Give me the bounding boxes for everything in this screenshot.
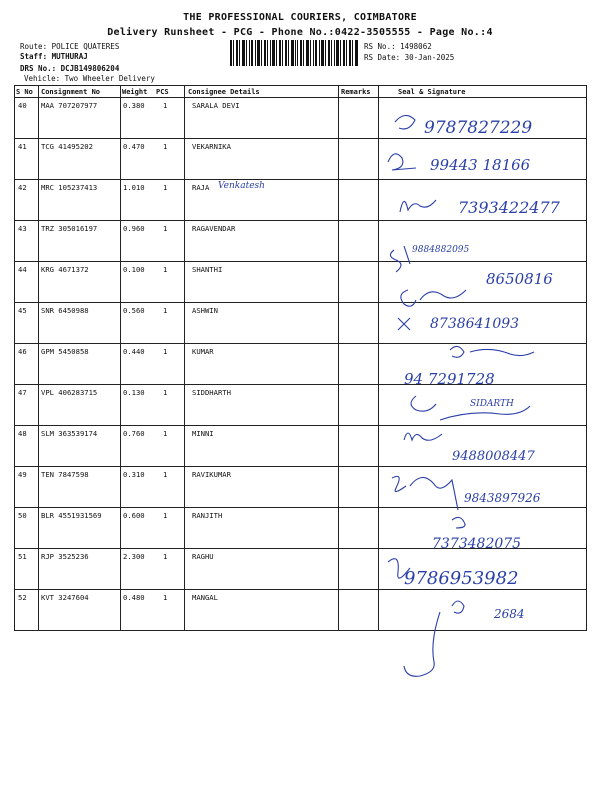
sig-note-52: 2684 bbox=[494, 607, 525, 621]
cell-sno: 45 bbox=[18, 306, 27, 315]
cell-sno: 51 bbox=[18, 552, 27, 561]
cell-sno: 48 bbox=[18, 429, 27, 438]
cell-consignment: SNR 6450988 bbox=[41, 306, 89, 315]
col-header-pcs: PCS bbox=[156, 88, 169, 96]
cell-consignment: TCG 41495202 bbox=[41, 142, 93, 151]
cell-consignee: RAVIKUMAR bbox=[192, 470, 231, 479]
cell-consignee: VEKARNIKA bbox=[192, 142, 231, 151]
rs-number: RS No.: 1498062 bbox=[364, 42, 432, 51]
cell-sno: 40 bbox=[18, 101, 27, 110]
table-top-rule bbox=[14, 85, 586, 86]
col-line-right bbox=[586, 85, 587, 631]
cell-consignee: SHANTHI bbox=[192, 265, 223, 274]
cell-consignment: BLR 4551931569 bbox=[41, 511, 102, 520]
cell-sno: 42 bbox=[18, 183, 27, 192]
cell-sno: 50 bbox=[18, 511, 27, 520]
col-line-1 bbox=[38, 85, 39, 631]
cell-consignee: RAGAVENDAR bbox=[192, 224, 236, 233]
signature-row-41 bbox=[388, 154, 531, 174]
cell-pcs: 1 bbox=[163, 388, 168, 397]
barcode-image bbox=[230, 40, 358, 66]
cell-consignee: SIDDHARTH bbox=[192, 388, 231, 397]
cell-pcs: 1 bbox=[163, 552, 168, 561]
cell-consignee: RAGHU bbox=[192, 552, 214, 561]
cell-sno: 49 bbox=[18, 470, 27, 479]
cell-consignee: SARALA DEVI bbox=[192, 101, 240, 110]
signature-row-40 bbox=[395, 115, 532, 138]
cell-consignee: KUMAR bbox=[192, 347, 214, 356]
signature-row-50 bbox=[432, 517, 521, 552]
signature-row-42 bbox=[400, 198, 561, 217]
col-line-3 bbox=[184, 85, 185, 631]
row-divider bbox=[14, 343, 586, 344]
col-header-consignee: Consignee Details bbox=[188, 88, 260, 96]
cell-sno: 43 bbox=[18, 224, 27, 233]
cell-sno: 44 bbox=[18, 265, 27, 274]
sig-phone-48: 9488008447 bbox=[452, 449, 535, 464]
cell-consignment: MAA 707207977 bbox=[41, 101, 98, 110]
sig-phone-43: 9884882095 bbox=[412, 245, 470, 255]
handwritten-consignee-note: Venkatesh bbox=[218, 181, 265, 191]
sig-phone-44: 8650816 bbox=[486, 270, 553, 288]
cell-pcs: 1 bbox=[163, 306, 168, 315]
cell-consignment: KRG 4671372 bbox=[41, 265, 89, 274]
col-header-consignment: Consignment No bbox=[41, 88, 101, 96]
sig-phone-50: 7373482075 bbox=[432, 536, 522, 552]
sig-name-47: SIDARTH bbox=[470, 399, 514, 409]
cell-consignee: RANJITH bbox=[192, 511, 223, 520]
cell-consignment: TRZ 305016197 bbox=[41, 224, 98, 233]
cell-pcs: 1 bbox=[163, 224, 168, 233]
signature-row-43 bbox=[390, 245, 469, 272]
signature-row-49 bbox=[392, 476, 541, 510]
cell-consignee: RAJA bbox=[192, 183, 210, 192]
row-divider bbox=[14, 302, 586, 303]
cell-weight: 2.300 bbox=[123, 552, 145, 561]
table-header-rule bbox=[14, 97, 586, 98]
cell-consignment: SLM 363539174 bbox=[41, 429, 98, 438]
cell-pcs: 1 bbox=[163, 347, 168, 356]
route-label: Route: POLICE QUATERES bbox=[20, 42, 120, 51]
cell-sno: 41 bbox=[18, 142, 27, 151]
staff-label: Staff: MUTHURAJ bbox=[20, 52, 88, 61]
sig-phone-42: 7393422477 bbox=[458, 198, 560, 217]
col-header-signature: Seal & Signature bbox=[398, 88, 466, 96]
sig-phone-51: 9786953982 bbox=[404, 568, 519, 589]
rs-date: RS Date: 30-Jan-2025 bbox=[364, 53, 455, 62]
col-line-left bbox=[14, 85, 15, 631]
cell-weight: 0.440 bbox=[123, 347, 145, 356]
row-divider bbox=[14, 507, 586, 508]
row-divider bbox=[14, 138, 586, 139]
row-divider bbox=[14, 548, 586, 549]
drs-label: DRS No.: DCJB149806204 bbox=[20, 64, 120, 73]
row-divider bbox=[14, 425, 586, 426]
signature-row-44 bbox=[401, 270, 553, 306]
cell-weight: 0.960 bbox=[123, 224, 145, 233]
cell-pcs: 1 bbox=[163, 429, 168, 438]
cell-weight: 0.760 bbox=[123, 429, 145, 438]
row-divider bbox=[14, 220, 586, 221]
cell-consignee: ASHWIN bbox=[192, 306, 218, 315]
cell-weight: 0.130 bbox=[123, 388, 145, 397]
signature-row-46 bbox=[404, 346, 534, 388]
cell-weight: 0.600 bbox=[123, 511, 145, 520]
cell-consignee: MINNI bbox=[192, 429, 214, 438]
sig-phone-49: 9843897926 bbox=[464, 491, 541, 505]
cell-consignment: GPM 5450858 bbox=[41, 347, 89, 356]
col-header-remarks: Remarks bbox=[341, 88, 371, 96]
cell-consignee: MANGAL bbox=[192, 593, 218, 602]
cell-pcs: 1 bbox=[163, 101, 168, 110]
cell-consignment: KVT 3247604 bbox=[41, 593, 89, 602]
cell-pcs: 1 bbox=[163, 142, 168, 151]
row-divider bbox=[14, 589, 586, 590]
signature-row-48 bbox=[404, 433, 535, 464]
signature-row-52 bbox=[404, 601, 525, 676]
cell-weight: 0.480 bbox=[123, 593, 145, 602]
cell-weight: 0.380 bbox=[123, 101, 145, 110]
sig-phone-46: 94 7291728 bbox=[404, 370, 495, 388]
cell-pcs: 1 bbox=[163, 593, 168, 602]
row-divider bbox=[14, 261, 586, 262]
cell-pcs: 1 bbox=[163, 183, 168, 192]
cell-consignment: VPL 406283715 bbox=[41, 388, 98, 397]
cell-consignment: MRC 105237413 bbox=[41, 183, 98, 192]
vehicle-label: Vehicle: Two Wheeler Delivery bbox=[24, 74, 155, 83]
company-title: THE PROFESSIONAL COURIERS, COIMBATORE bbox=[183, 12, 417, 23]
signature-row-51 bbox=[388, 559, 519, 589]
cell-consignment: TEN 7847598 bbox=[41, 470, 89, 479]
cell-sno: 52 bbox=[18, 593, 27, 602]
cell-weight: 1.010 bbox=[123, 183, 145, 192]
cell-weight: 0.560 bbox=[123, 306, 145, 315]
row-divider bbox=[14, 630, 586, 631]
row-divider bbox=[14, 179, 586, 180]
col-header-weight: Weight bbox=[122, 88, 148, 96]
cell-weight: 0.470 bbox=[123, 142, 145, 151]
cell-weight: 0.310 bbox=[123, 470, 145, 479]
signature-row-47 bbox=[411, 396, 530, 420]
cell-weight: 0.100 bbox=[123, 265, 145, 274]
sig-phone-41: 99443 18166 bbox=[430, 156, 531, 174]
cell-consignment: RJP 3525236 bbox=[41, 552, 89, 561]
cell-pcs: 1 bbox=[163, 470, 168, 479]
cell-pcs: 1 bbox=[163, 265, 168, 274]
row-divider bbox=[14, 466, 586, 467]
col-line-4 bbox=[338, 85, 339, 631]
col-line-5 bbox=[378, 85, 379, 631]
cell-pcs: 1 bbox=[163, 511, 168, 520]
sig-phone-40: 9787827229 bbox=[424, 118, 533, 138]
signature-row-45 bbox=[398, 316, 519, 332]
cell-sno: 46 bbox=[18, 347, 27, 356]
cell-sno: 47 bbox=[18, 388, 27, 397]
col-header-sno: S No bbox=[16, 88, 33, 96]
runsheet-subtitle: Delivery Runsheet - PCG - Phone No.:0422-3505555 - Page No.:4 bbox=[107, 27, 493, 38]
row-divider bbox=[14, 384, 586, 385]
sig-phone-45: 8738641093 bbox=[430, 316, 520, 332]
col-line-2 bbox=[120, 85, 121, 631]
